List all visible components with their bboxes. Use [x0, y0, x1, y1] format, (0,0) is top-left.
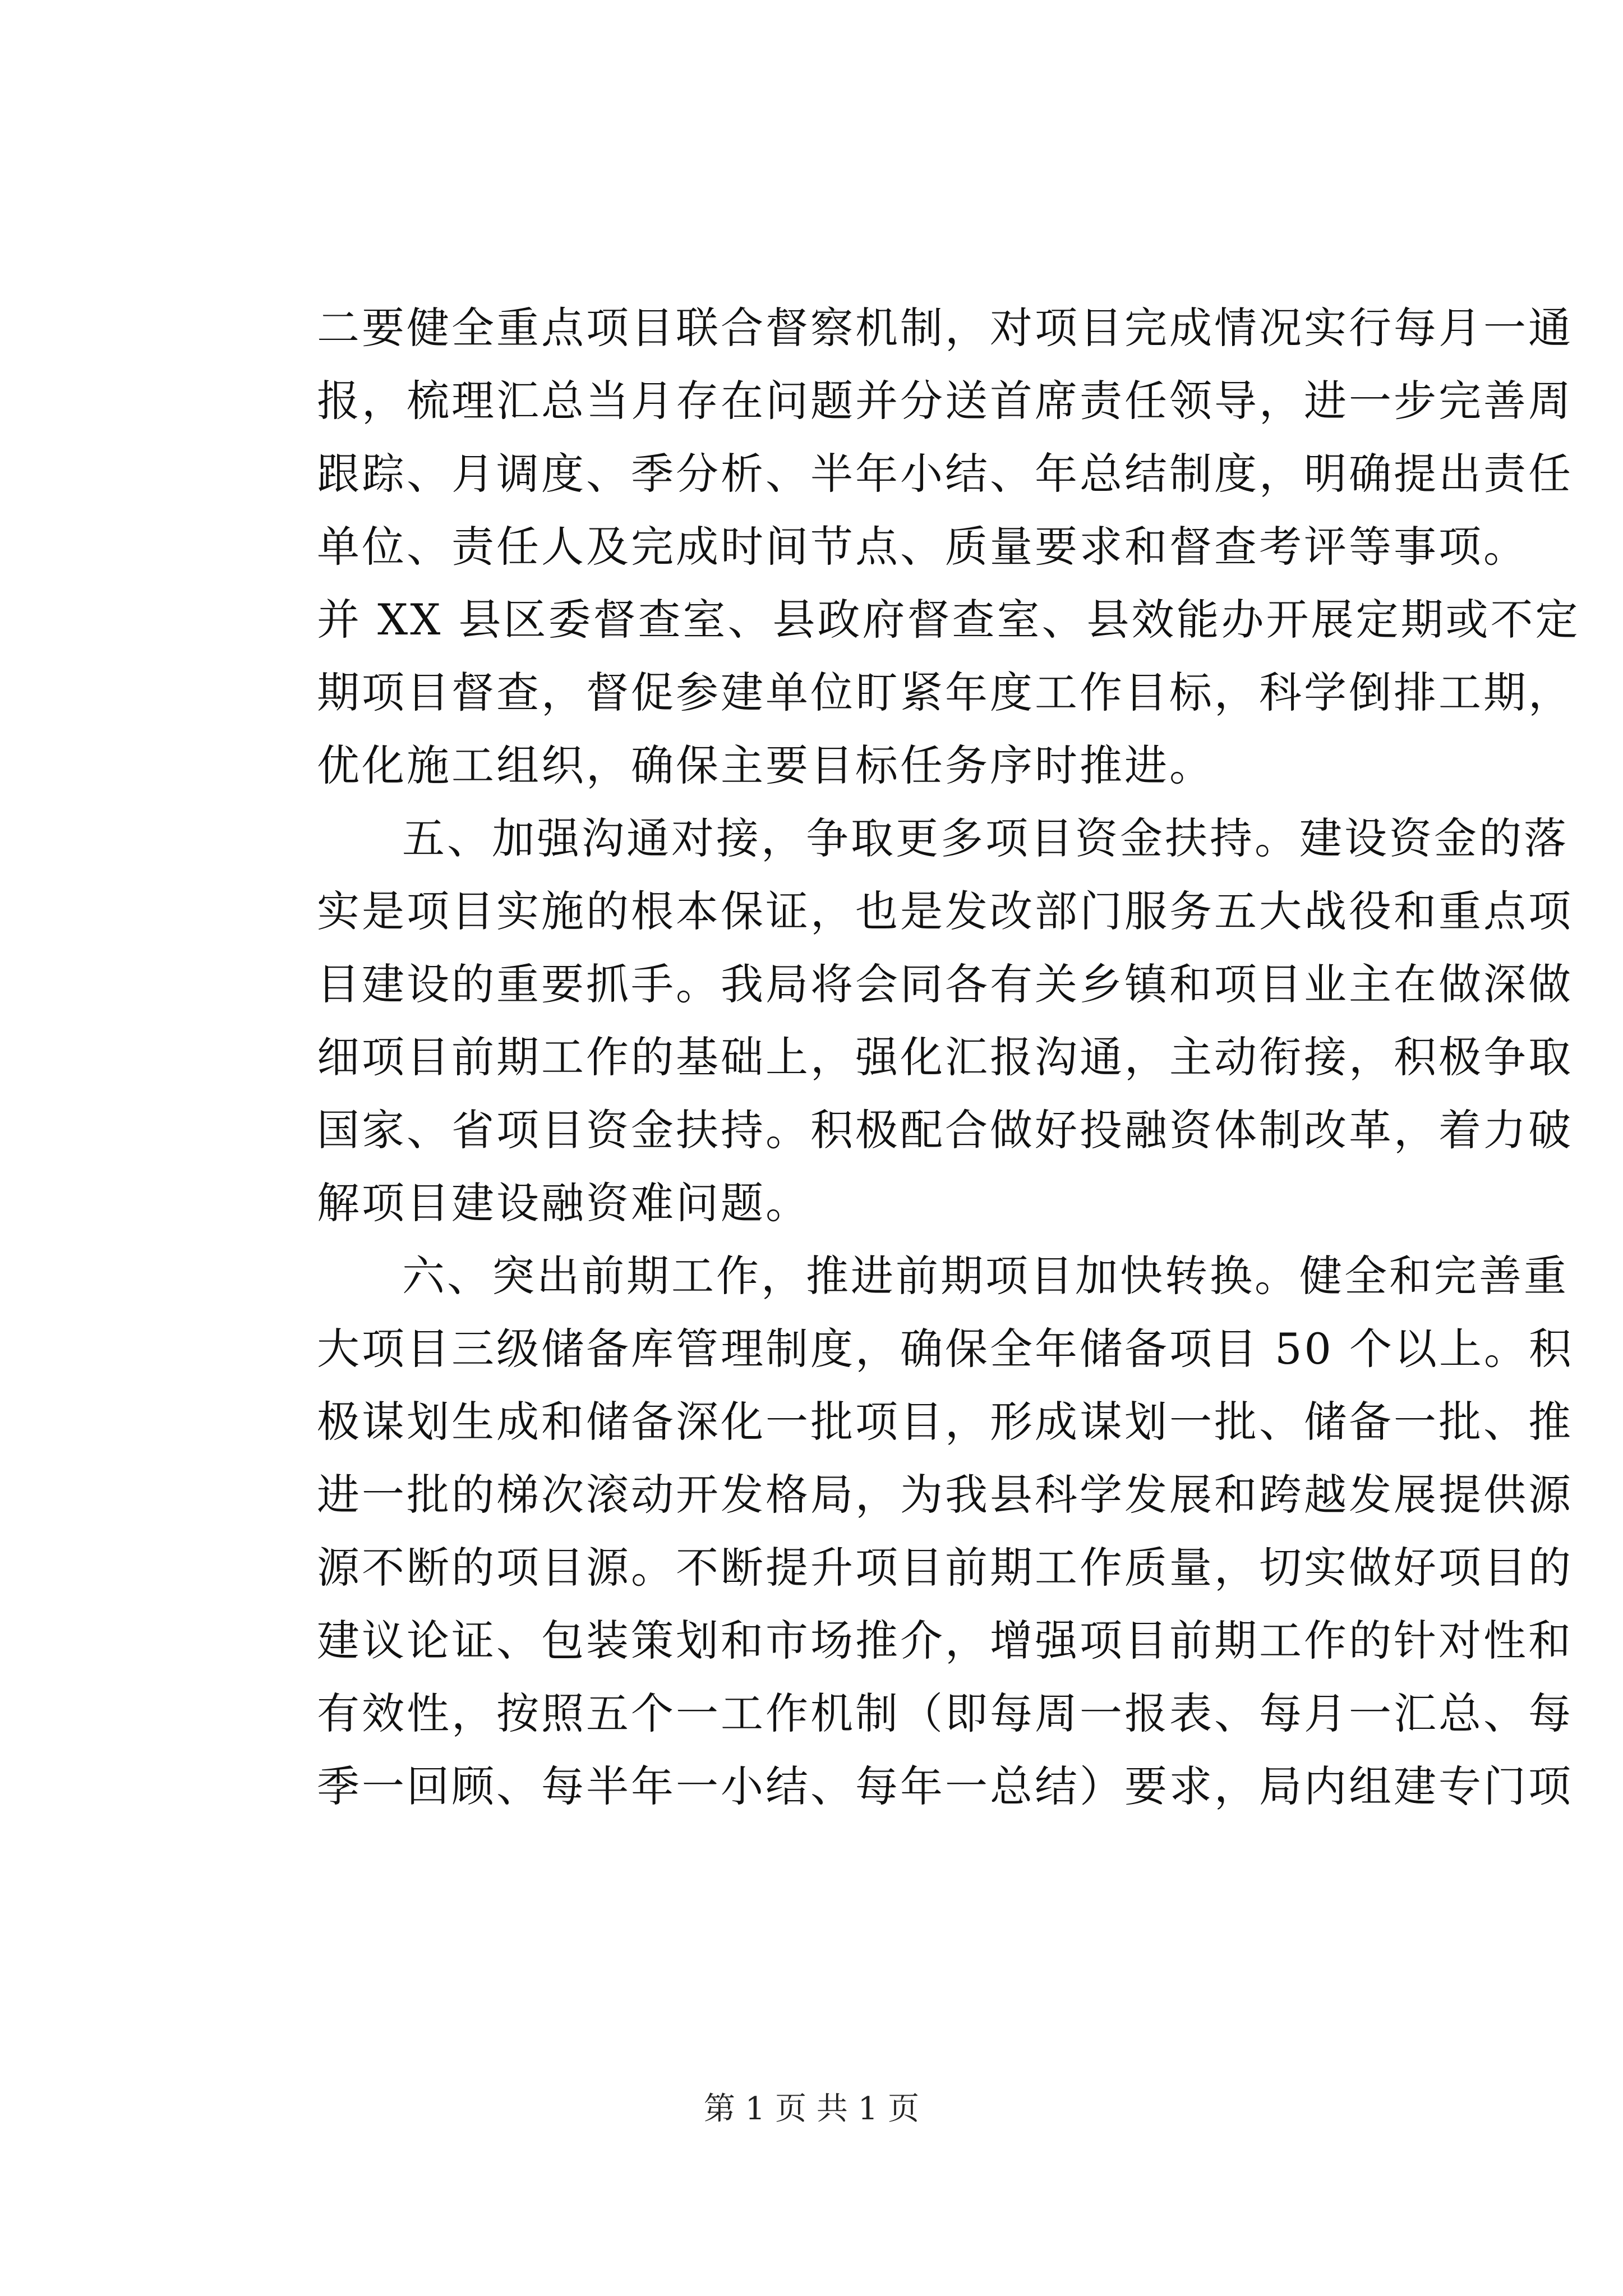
section-heading-line: 五、加强沟通对接，争取更多项目资金扶持。建设资金的落 — [402, 813, 1569, 863]
page-number-footer: 第 1 页 共 1 页 — [703, 2091, 920, 2127]
text-line: 建议论证、包装策划和市场推介，增强项目前期工作的针对性和 — [317, 1616, 1573, 1665]
text-line: 源不断的项目源。不断提升项目前期工作质量，切实做好项目的 — [317, 1543, 1573, 1593]
text-line: 实是项目实施的根本保证，也是发改部门服务五大战役和重点项 — [317, 886, 1573, 936]
text-line: 国家、省项目资金扶持。积极配合做好投融资体制改革，着力破 — [317, 1105, 1573, 1155]
text-line: 期项目督查，督促参建单位盯紧年度工作目标，科学倒排工期， — [317, 668, 1573, 717]
text-line: 报，梳理汇总当月存在问题并分送首席责任领导，进一步完善周 — [317, 376, 1573, 426]
text-line: 并 XX 县区委督查室、县政府督查室、县效能办开展定期或不定 — [317, 595, 1580, 645]
text-line: 进一批的梯次滚动开发格局，为我县科学发展和跨越发展提供源 — [317, 1470, 1573, 1520]
text-line: 细项目前期工作的基础上，强化汇报沟通，主动衔接，积极争取 — [317, 1032, 1573, 1082]
section-heading-line: 六、突出前期工作，推进前期项目加快转换。健全和完善重 — [402, 1251, 1569, 1301]
text-line: 解项目建设融资难问题。 — [317, 1178, 810, 1228]
text-line: 大项目三级储备库管理制度，确保全年储备项目 50 个以上。积 — [317, 1324, 1574, 1374]
text-line: 极谋划生成和储备深化一批项目，形成谋划一批、储备一批、推 — [317, 1397, 1573, 1447]
text-line: 跟踪、月调度、季分析、半年小结、年总结制度，明确提出责任 — [317, 449, 1573, 499]
text-line: 优化施工组织，确保主要目标任务序时推进。 — [317, 740, 1214, 790]
text-line: 有效性，按照五个一工作机制（即每周一报表、每月一汇总、每 — [317, 1688, 1573, 1738]
text-line: 目建设的重要抓手。我局将会同各有关乡镇和项目业主在做深做 — [317, 959, 1573, 1009]
document-body — [317, 292, 1580, 1823]
text-line: 单位、责任人及完成时间节点、质量要求和督查考评等事项。 — [317, 522, 1528, 572]
text-line: 季一回顾、每半年一小结、每年一总结）要求，局内组建专门项 — [317, 1761, 1573, 1811]
text-line: 二要健全重点项目联合督察机制，对项目完成情况实行每月一通 — [317, 303, 1573, 353]
